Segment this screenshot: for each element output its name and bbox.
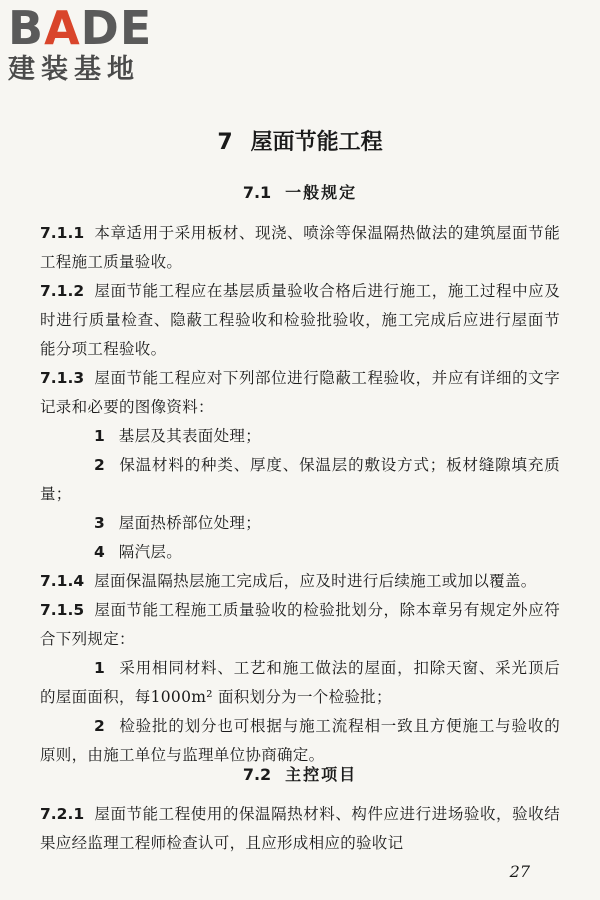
section-body-7-2	[40, 800, 560, 858]
logo	[8, 1, 188, 86]
section-body-7-1	[40, 219, 560, 770]
clause-text: 保温材料的种类、厚度、保温层的敷设方式；板材缝隙填充质量；	[40, 456, 560, 503]
clause-number: 1	[94, 659, 105, 677]
clause-text: 屋面热桥部位处理；	[118, 514, 261, 532]
clause-number: 3	[94, 514, 105, 532]
chapter-number: 7	[217, 130, 233, 155]
logo-letters-left: B	[8, 1, 45, 55]
clause-number: 4	[94, 543, 105, 561]
clause-number: 7.1.2	[40, 282, 85, 300]
clause-text: 隔汽层。	[118, 543, 182, 561]
clause-number: 7.2.1	[40, 805, 85, 823]
clause-text: 本章适用于采用板材、现浇、喷涂等保温隔热做法的建筑屋面节能工程施工质量验收。	[40, 224, 560, 271]
section-title-text: 主控项目	[285, 765, 358, 784]
section-number: 7.1	[242, 183, 272, 202]
clause-number: 7.1.3	[40, 369, 85, 387]
clause-text: 屋面节能工程施工质量验收的检验批划分，除本章另有规定外应符合下列规定：	[40, 601, 560, 648]
clause-text: 基层及其表面处理；	[118, 427, 261, 445]
clause-text: 屋面节能工程应对下列部位进行隐蔽工程验收，并应有详细的文字记录和必要的图像资料：	[40, 369, 560, 416]
section-heading-7-2	[0, 763, 600, 787]
logo-accent-letter: A	[44, 1, 81, 55]
clause-text: 检验批的划分也可根据与施工流程相一致且方便施工与验收的原则，由施工单位与监理单位协商确定。	[40, 717, 560, 764]
clause	[40, 800, 560, 858]
clause-text: 屋面保温隔热层施工完成后，应及时进行后续施工或加以覆盖。	[94, 572, 537, 590]
logo-latin	[8, 1, 188, 55]
clause-text: 屋面节能工程应在基层质量验收合格后进行施工，施工过程中应及时进行质量检查、隐蔽工程验收和检验批验收，施工完成后应进行屋面节能分项工程验收。	[40, 282, 560, 358]
chapter-title-text: 屋面节能工程	[250, 130, 383, 155]
list-item	[40, 422, 560, 451]
clause	[40, 277, 560, 364]
clause-text: 采用相同材料、工艺和施工做法的屋面，扣除天窗、采光顶后的屋面面积，每1000m² 面积划分为一个检验批；	[40, 659, 560, 706]
clause	[40, 219, 560, 277]
clause	[40, 567, 560, 596]
section-heading-7-1	[0, 181, 600, 205]
clause-text: 屋面节能工程使用的保温隔热材料、构件应进行进场验收，验收结果应经监理工程师检查认可，且应形成相应的验收记	[40, 805, 560, 852]
clause-number: 1	[94, 427, 105, 445]
logo-letters-right: DE	[80, 1, 153, 55]
section-number: 7.2	[242, 765, 272, 784]
clause-number: 7.1.1	[40, 224, 85, 242]
clause	[40, 364, 560, 422]
clause-number: 2	[94, 717, 105, 735]
clause	[40, 596, 560, 654]
clause-number: 7.1.5	[40, 601, 85, 619]
list-item	[40, 654, 560, 712]
clause-number: 7.1.4	[40, 572, 85, 590]
page-number: 27	[509, 862, 530, 881]
list-item	[40, 451, 560, 509]
section-title-text: 一般规定	[285, 183, 358, 202]
list-item	[40, 509, 560, 538]
logo-subtitle: 建装基地	[8, 54, 140, 85]
list-item	[40, 538, 560, 567]
clause-number: 2	[94, 456, 105, 474]
list-item	[40, 712, 560, 770]
chapter-title	[0, 128, 600, 158]
